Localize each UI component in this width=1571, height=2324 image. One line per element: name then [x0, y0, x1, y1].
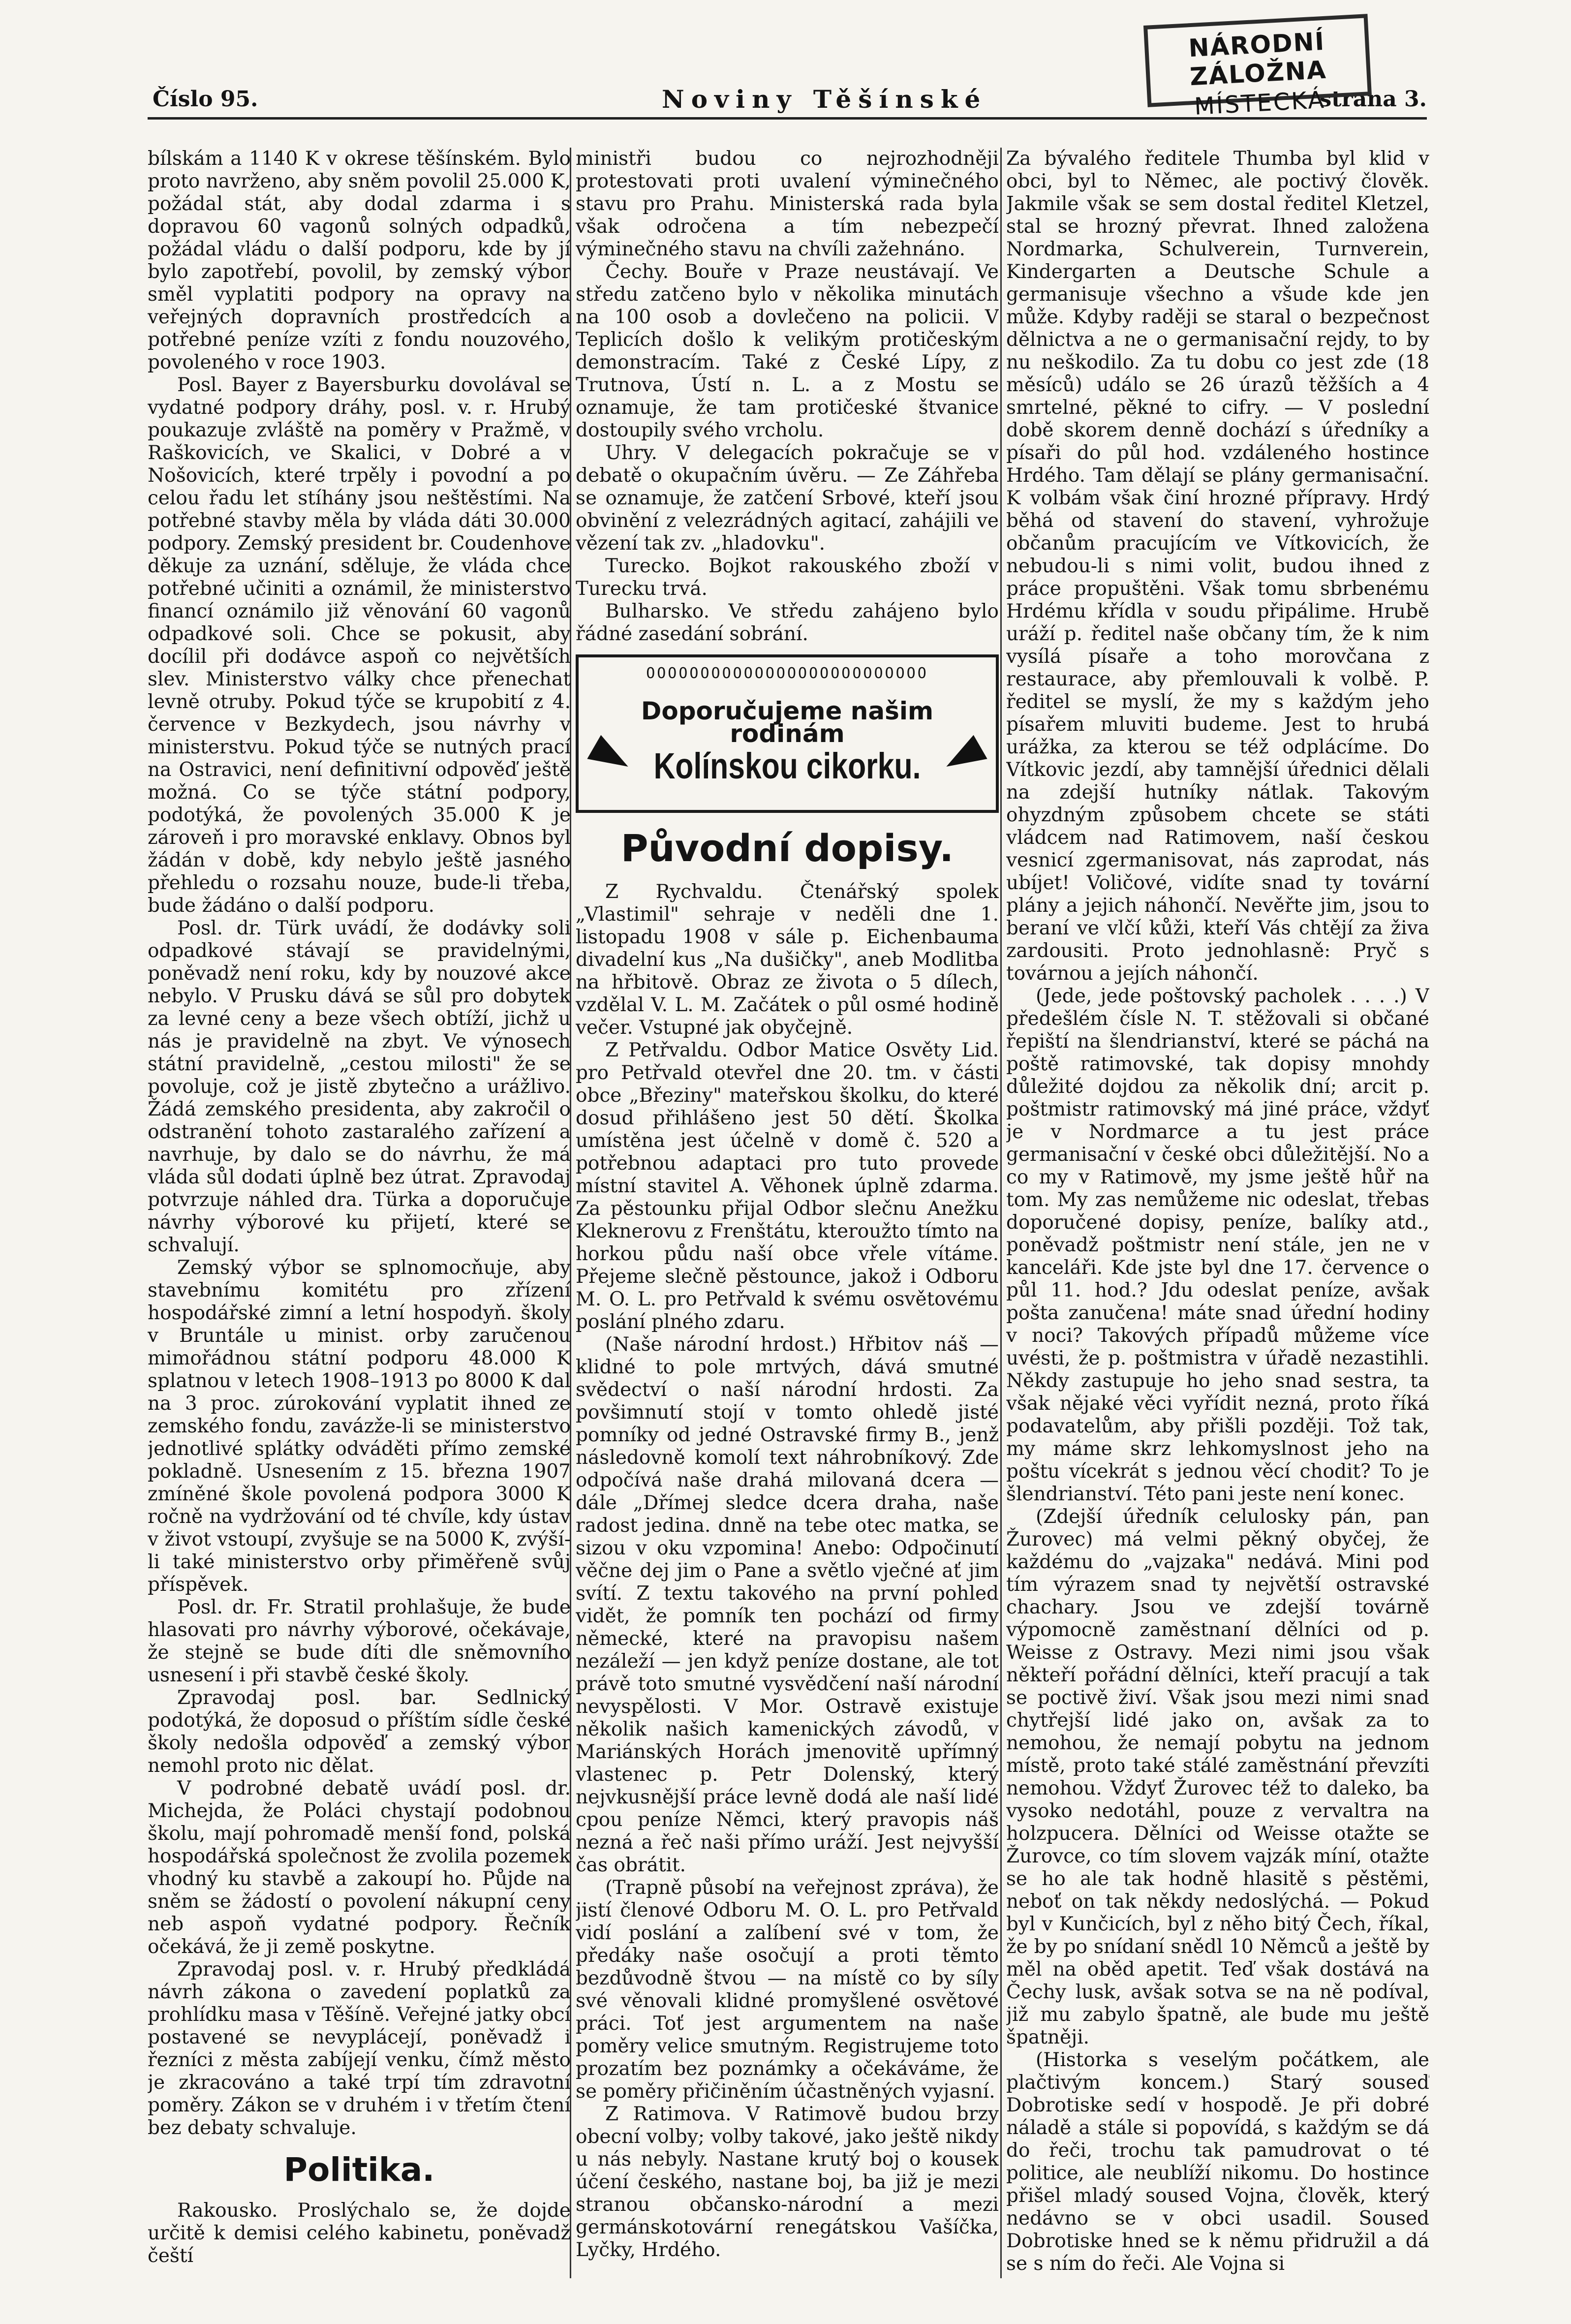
article-paragraph: (Jede, jede poštovský pacholek . . . .) V předešlém čísle N. T. stěžovali si občané řepiští na šlendrianství, které se páchá na poště ratimovské, tak dopisy mnohdy důležité dojdou za několik dní; arcit p. poštmistr ratimovský má jiné práce, vždyť je v Nordmarce a tu jest práce germanisační v české obci důležitější. No a co my v Ratimově, my jsme ještě hůř na tom. My zas nemůžeme nic odeslat, třebas doporučené dopisy, peníze, balíky atd., poněvadž poštmistr není stále, jen ne v kanceláři. Kde jste byl dne 17. července o půl 11. hod.? Jdu odeslat peníze, avšak pošta zanučena! máte snad úřední hodiny v noci? Takových případů můžeme více uvésti, že p. poštmistra v úřadě nezastihli. Někdy zastupuje ho jeho snad sestra, ta však nějaké věci vyřídit nezná, proto říká podavatelům, aby přišli později. Tož tak, my máme skrz lehkomyslnost jeho na poštu vícekrát s jednou věcí chodit? To je šlendrianství. Této pani jeste není konec. — [1006, 985, 1429, 1505]
issue-number: Číslo 95. — [153, 87, 258, 112]
column-3 — [1006, 148, 1429, 2278]
article-paragraph: Uhry. V delegacích pokračuje se v debatě o okupačním úvěru. — Ze Záhřeba se oznamuje, že zatčení Srbové, kteří jsou obvinění z velezrádných agitací, zahájili ve vězení tak zv. „hladovku". — [576, 442, 999, 555]
article-paragraph: ministři budou co nejrozhodněji protestovati proti uvalení výminečného stavu pro Prahu. Ministerská rada byla však odročena a tím nebezpečí výminečného stavu na chvíli zažehnáno. — [576, 148, 999, 260]
article-paragraph: (Naše národní hrdost.) Hřbitov náš — klidné to pole mrtvých, dává smutné svědectví o naší národní hrdosti. Za povšimnutí stojí v tomto ohledě jisté pomníky od jedné Ostravské firmy B., jenž následovně komolí text náhrobníkový. Zde odpočívá naše drahá milovaná dcera — dále „Dřímej sledce dcera draha, naše radost jedina. dnně na tebe otec matka, se sizou v oku vzpomina! Anebo: Odpočinutí věčne dej jim o Pane a světlo vječné ať jim svítí. Z textu takového na první pohled vidět, že pomník ten pochází od firmy německé, které na pravopisu našem nezáleží — jen když peníze dostane, ale tot právě toto smutné vysvědčení naší národní nevyspělosti. V Mor. Ostravě existuje několik našich kamenických závodů, v Mariánských Horách jmenovitě upřímný vlastenec p. Petr Dolenský, který nejvkusnější práce levně dodá ale naší lidé cpou peníze Němci, který pravopis náš nezná a řeč naši přímo uráží. Jest nejvyšší čas obrátit. — [576, 1333, 999, 1876]
article-paragraph: V podrobné debatě uvádí posl. dr. Michejda, že Poláci chystají podobnou školu, mají pohromadě menší fond, polská hospodářská společnost že zvolila pozemek vhodný ku stavbě a zakoupí ho. Půjde na sněm se žádostí o povolení nákupní ceny neb aspoň vydatné podpory. Řečník očekává, že ji země poskytne. — [148, 1777, 571, 1958]
article-paragraph: Z Rychvaldu. Čtenářský spolek „Vlastimil" sehraje v neděli dne 1. listopadu 1908 v sále p. Eichenbauma divadelní kus „Na dušičky", aneb Modlitba na hřbitově. Obraz ze života o 5 dílech, vzdělal V. L. M. Začátek o půl osmé hodině večer. Vstupné jak obyčejně. — [576, 881, 999, 1039]
article-paragraph: (Historka s veselým počátkem, ale plačtivým koncem.) Starý souseď Dobrotiske sedí v hospodě. Je při dobré náladě a stále si popovídá, s každým se dá do řeči, trochu tak pamudrovat o té politice, ale neublíží nikomu. Do hostince přišel mladý soused Vojna, člověk, který nedávno se v obci usadil. Soused Dobrotiske hned se k němu přidružil a dá se s ním do řeči. Ale Vojna si — [1006, 2049, 1429, 2275]
page-number: strana 3. — [1319, 87, 1427, 112]
library-stamp — [1143, 14, 1372, 121]
section-title-politika: Politika. — [283, 2151, 435, 2189]
article-paragraph: bílskám a 1140 K v okrese těšínském. Bylo proto navrženo, aby sněm povolil 25.000 K, požádal stát, aby dodal zdarma i s dopravou 60 vagonů solných odpadků, požádal vládu o další podporu, kde by jí bylo zapotřebí, povolil, by zemský výbor směl vyplatiti podpory na opravy na veřejných dopravních prostředcích a potřebné peníze vzíti z fondu nouzového, povoleného v roce 1903. — [148, 148, 571, 373]
article-paragraph: Zpravodaj posl. bar. Sedlnický podotýká, že doposud o příštím sídle české školy nedošla odpověď a zemský výbor nemohl proto nic dělat. — [148, 1687, 571, 1777]
article-paragraph: Zpravodaj posl. v. r. Hrubý předkládá návrh zákona o zavedení poplatků za prohlídku masa v Těšíně. Veřejné jatky obcí postavené se nevyplácejí, poněvadž i řezníci z města zabíjejí venku, čímž město je zkracováno a také trpí tím zdravotní poměry. Zákon se v druhém i v třetím čtení bez debaty schvaluje. — [148, 1958, 571, 2139]
article-paragraph: Čechy. Bouře v Praze neustávají. Ve středu zatčeno bylo v několika minutách na 100 osob a dovlečeno na policii. V Teplicích došlo k velikým protičeským demonstracím. Také z České Lípy, z Trutnova, Ústí n. L. a z Mostu se oznamuje, že tam protičeské štvanice dostoupily svého vrcholu. — [576, 261, 999, 441]
column-divider-2 — [1000, 148, 1002, 2278]
article-paragraph: Posl. Bayer z Bayersburku dovolával se vydatné podpory dráhy, posl. v. r. Hrubý poukazuje zvláště na poměry v Pražmě, v Raškovicích, ve Skalici, v Dobré a v Nošovicích, které trpěly i povodní a po celou řadu let stíhány jsou neštěstími. Na potřebné stavby měla by vláda dáti 30.000 podpory. Zemský president br. Coudenhove děkuje za uznání, sděluje, že vláda chce potřebné učiniti a oznámil, že ministerstvo financí oznámilo již věnování 60 vagonů odpadkové soli. Chce se pokusit, aby docílil při dodávce aspoň co největších slev. Ministerstvo války chce přenechat levně otruby. Pokud týče se krupobití z 4. července v Bezkydech, jsou návrhy v ministerstvu. Pokud týče se nutných prací na Ostravici, není definitivní odpověď ještě možná. Co se týče státní podpory, podotýká, že povolených 35.000 K je zároveň i pro moravské enklavy. Obnos byl žádán v době, kdy nebylo ještě jasného přehledu o rozsahu nouze, bude-li třeba, bude žádáno o další podporu. — [148, 374, 571, 917]
article-paragraph: Posl. dr. Fr. Stratil prohlašuje, že bude hlasovati pro návrhy výborové, očekávaje, že stejně se bude díti dle sněmovního usnesení i při stavbě české školy. — [148, 1596, 571, 1686]
article-paragraph: Zemský výbor se splnomocňuje, aby stavebnímu komitétu pro zřízení hospodářské zimní a letní hospodyň. školy v Bruntále u minist. orby zaručenou mimořádnou státní podporu 48.000 K splatnou v letech 1908–1913 po 8000 K dal na 3 proc. zúrokování vyplatit ihned ze zemského fondu, zavázže-li se ministerstvo jednotlivé splátky odváděti přímo zemské pokladně. Usnesením z 15. března 1907 zmíněné škole povolená podpora 3000 K ročně na vydržování od té chvíle, kdy ústav v život vstoupí, zvyšuje se na 5000 K, zvýší-li také ministerstvo orby přiměřeně svůj příspěvek. — [148, 1257, 571, 1596]
article-paragraph: Bulharsko. Ve středu zahájeno bylo řádné zasedání sobrání. — [576, 600, 999, 645]
article-paragraph: Z Ratimova. V Ratimově budou brzy obecní volby; volby takové, jako ještě nikdy u nás nebyly. Nastane krutý boj o kousek účení českého, nastane boj, ba již je mezi stranou občansko-národní a mezi germánskotovární renegátskou Vašíčka, Lyčky, Hrdého. — [576, 2103, 999, 2261]
section-title-dopisy: Původní dopisy. — [620, 826, 954, 870]
article-paragraph: Turecko. Bojkot rakouského zboží v Turecku trvá. — [576, 555, 999, 600]
article-paragraph: Za bývalého ředitele Thumba byl klid v obci, byl to Němec, ale poctivý člověk. Jakmile však se sem dostal ředitel Kletzel, stal se hrozný převrat. Ihned založena Nordmarka, Schulverein, Turnverein, Kindergarten a Deutsche Schule a germanisuje všechno a všude kde jen může. Kdyby raději se staral o bezpečnost dělnictva a ne o germanisační rejdy, to by nu neškodilo. Za tu dobu co jest zde (18 měsíců) událo se 26 úrazů těžších a 4 smrtelné, pěkné to cifry. — V poslední době skorem denně dochází s úředníky a písaři do půl hod. vzdáleného hostince Hrdého. Tam dělají se plány germanisační. K volbám však činí hrozné přípravy. Hrdý běhá od stavení do stavení, vyhrožuje občanům pracujícím ve Vítkovicích, že nebudou-li s nimi volit, budou ihned z práce propuštěni. Však tomu sbrbenému Hrdému křídla v soudu připálime. Hrubě uráží p. ředitel naše občany tím, že k nim vysílá písaře a toho morovčana z restaurace, aby přemlouvali k volbě. P. ředitel se myslí, že my s každým jeho písařem mluviti budeme. Jest to hrubá urážka, za kterou se též odplácíme. Do Vítkovic jezdí, aby tamnější úřednici dělali na zdejší hutníky nátlak. Takovým ohyzdným způsobem chcete se státi vládcem nad Ratimovem, naší českou vesnicí zgermanisovat, nás zaprodat, nás ubíjet! Voličové, vidíte snad ty tovární plány a jejich náhončí. Nevěřte jim, jsou to beraní ve vlčí kůži, kteří Vás chtějí za živa zardousiti. Proto jednohlasně: Pryč s továrnou a jejích náhončí. — [1006, 148, 1429, 985]
column-2 — [576, 148, 999, 2278]
ad-headline: Doporučujeme našim rodinám — [641, 697, 934, 748]
article-paragraph: (Trapně působí na veřejnost zpráva), že jistí členové Odboru M. O. L. pro Petřvald vidí poslání a zalíbení své v tom, že předáky naše osočují a proti těmto bezdůvodně štvou — na místě co by síly své věnovali klidné promyšlené osvětové práci. Toť jest argumentem na naše poměry velice smutným. Registrujeme toto prozatím bez poznámky a očekáváme, že se poměry přičiněním účastněných vyjasní. — [576, 1877, 999, 2103]
ad-border-dots: OOOOOOOOOOOOOOOOOOOOOOOOOO — [646, 665, 928, 682]
advertisement-box — [576, 654, 999, 813]
article-paragraph: Z Petřvaldu. Odbor Matice Osvěty Lid. pro Petřvald otevřel dne 20. tm. v části obce „Březiny" mateřskou školku, do které dosud přihlášeno jest 50 dětí. Školka umístěna jest účelně v domě č. 520 a potřebnou adaptaci pro tuto provede místní stavitel A. Věhonek úplně zdarma. Za pěstounku přijal Odbor slečnu Anežku Kleknerovu z Frenštátu, kteroužto tímto na horkou půdu naší obce vřele vítáme. Přejeme slečně pěstounce, jakož i Odboru M. O. L. pro Petřvald k svému osvětovému poslání plného zdaru. — [576, 1039, 999, 1333]
stamp-line-1: NÁRODNÍ ZÁLOŽNA — [1188, 27, 1327, 92]
stamp-line-2: MÍSTECKÁ — [1193, 86, 1326, 121]
column-1 — [148, 148, 571, 2278]
article-paragraph: Rakousko. Proslýchalo se, že dojde určitě k demisi celého kabinetu, poněvadž čeští — [148, 2200, 571, 2267]
article-paragraph: (Zdejší úředník celulosky pán, pan Žurovec) má velmi pěkný obyčej, že každému do „vajzaka" nedává. Mini pod tím výrazem snad ty největší ostravské chachary. Jsou ve zdejší továrně výpomocně zaměstnaní dělníci od p. Weisse z Ostravy. Mezi nimi jsou však někteří pořádní dělníci, kteří pracují a tak se poctivě živí. Však jsou mezi nimi snad chytřejší lidé jako on, avšak za to nemohou, že nemají pobytu na jednom místě, proto také stálé zaměstnání převzíti nemohou. Vždyť Žurovec též to daleko, ba vysoko nedotáhl, pouze z vervaltra na holzpucera. Dělníci od Weisse otažte se Žurovce, co tím slovem vajzák míní, otažte se ho ale tak hodně hlasitě s pěstěmi, neboť on tak někdy nedoslýchá. — Pokud byl v Kunčicích, byl z něho bitý Čech, říkal, že by po snídaní snědl 10 Němců a ještě by měl na oběd apetit. Teď však dostává na Čechy lusk, avšak sotva se na ně podíval, již mu zabylo špatně, ale bude mu ještě špatněji. — [1006, 1506, 1429, 2048]
article-paragraph: Posl. dr. Türk uvádí, že dodávky soli odpadkové stávají se pravidelnými, poněvadž není roku, kdy by nouzové akce nebylo. V Prusku dává se sůl pro dobytek za levné ceny a beze všech obtíží, jichž u nás je pravidelně na zbyt. Ve výnosech státní pravidelně, „cestou milosti" že se povoluje, což je jistě zbytečno a urážlivo. Žádá zemského presidenta, aby zakročil o odstranění tohoto zastaralého zařízení a navrhuje, by dalo se do návrhu, že má vláda sůl dodati úplně bez útrat. Zpravodaj potvrzuje náhled dra. Türka a doporučuje návrhy výborové ku přijetí, které se schvalují. — [148, 917, 571, 1256]
ad-product: Kolínskou cikorku. — [653, 745, 921, 786]
newspaper-title: Noviny Těšínské — [662, 85, 987, 114]
